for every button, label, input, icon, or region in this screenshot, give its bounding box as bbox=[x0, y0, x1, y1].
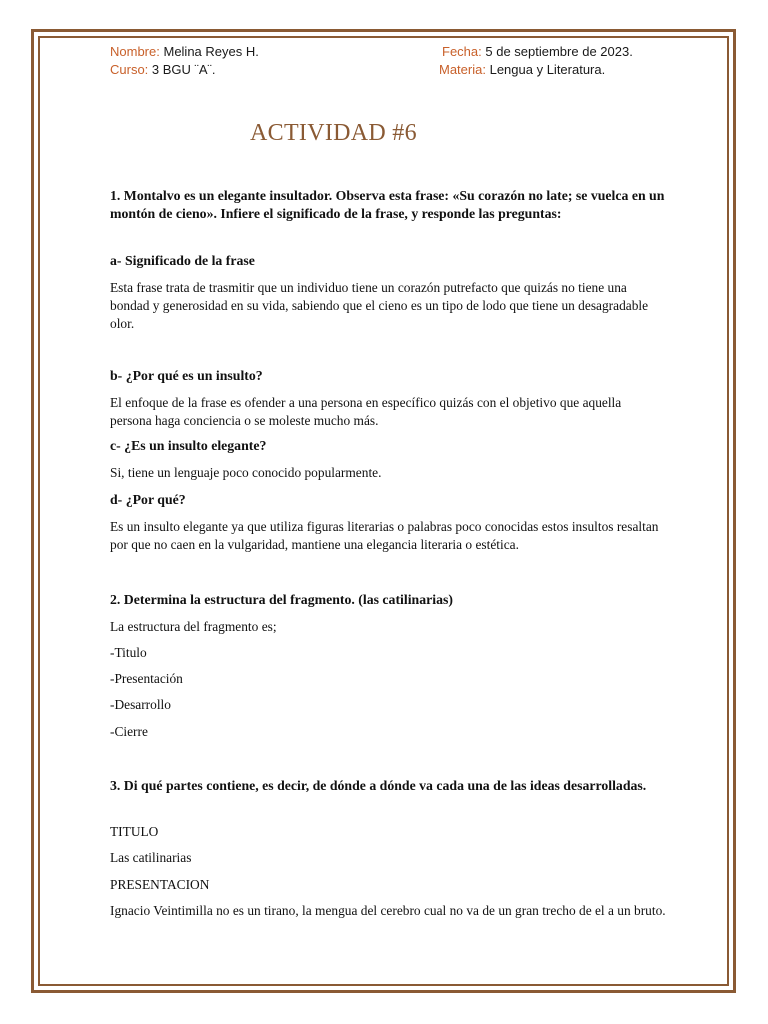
q1-b-answer: El enfoque de la frase es ofender a una persona en específico quizás con el objetivo que aquella persona haga conciencia o se moleste mucho más. bbox=[110, 395, 622, 428]
q3-presentacion-label: PRESENTACION bbox=[110, 877, 210, 892]
header-fecha bbox=[442, 43, 633, 60]
q1-a-answer: Esta frase trata de trasmitir que un individuo tiene un corazón putrefacto que quizás no tiene una bondad y generosidad en su vida, sabiendo que el cieno es un tipo de lodo que tiene un desagradable olor. bbox=[110, 280, 649, 331]
header-nombre bbox=[110, 43, 259, 60]
header-materia bbox=[439, 61, 605, 78]
curso-value: 3 BGU ¨A¨. bbox=[151, 62, 216, 77]
q3-presentacion-text: Ignacio Veintimilla no es un tirano, la mengua del cerebro cual no va de un gran trecho de el a un bruto. bbox=[110, 903, 666, 918]
q1-c-heading: c- ¿Es un insulto elegante? bbox=[110, 438, 267, 453]
page-border-inner bbox=[38, 36, 729, 986]
nombre-value: Melina Reyes H. bbox=[163, 44, 259, 59]
q3-titulo-text: Las catilinarias bbox=[110, 850, 192, 865]
fecha-label: Fecha: bbox=[442, 44, 482, 59]
q1-d-heading: d- ¿Por qué? bbox=[110, 492, 186, 507]
question-2: 2. Determina la estructura del fragmento. (las catilinarias) bbox=[110, 592, 453, 607]
nombre-label: Nombre: bbox=[110, 44, 160, 59]
question-1: 1. Montalvo es un elegante insultador. Observa esta frase: «Su corazón no late; se vuelca en un montón de cieno». Infiere el significado de la frase, y responde las preguntas: bbox=[110, 188, 665, 221]
q3-titulo-label: TITULO bbox=[110, 824, 159, 839]
q1-b-heading: b- ¿Por qué es un insulto? bbox=[110, 368, 263, 383]
question-3: 3. Di qué partes contiene, es decir, de dónde a dónde va cada una de las ideas desarrolladas. bbox=[110, 778, 647, 793]
materia-label: Materia: bbox=[439, 62, 486, 77]
q2-item-presentacion: -Presentación bbox=[110, 671, 183, 686]
q1-d-answer: Es un insulto elegante ya que utiliza figuras literarias o palabras poco conocidas estos insultos resaltan por que no caen en la vulgaridad, mantiene una elegancia literaria o estética. bbox=[110, 519, 659, 552]
q2-item-desarrollo: -Desarrollo bbox=[110, 697, 171, 712]
q2-item-cierre: -Cierre bbox=[110, 724, 148, 739]
q2-item-titulo: -Titulo bbox=[110, 645, 147, 660]
page-title: ACTIVIDAD #6 bbox=[250, 120, 417, 146]
curso-label: Curso: bbox=[110, 62, 149, 77]
header-curso bbox=[110, 61, 216, 78]
q2-intro: La estructura del fragmento es; bbox=[110, 619, 277, 634]
fecha-value: 5 de septiembre de 2023. bbox=[485, 44, 633, 59]
q1-c-answer: Si, tiene un lenguaje poco conocido popularmente. bbox=[110, 465, 382, 480]
q1-a-heading: a- Significado de la frase bbox=[110, 253, 255, 268]
materia-value: Lengua y Literatura. bbox=[489, 62, 606, 77]
